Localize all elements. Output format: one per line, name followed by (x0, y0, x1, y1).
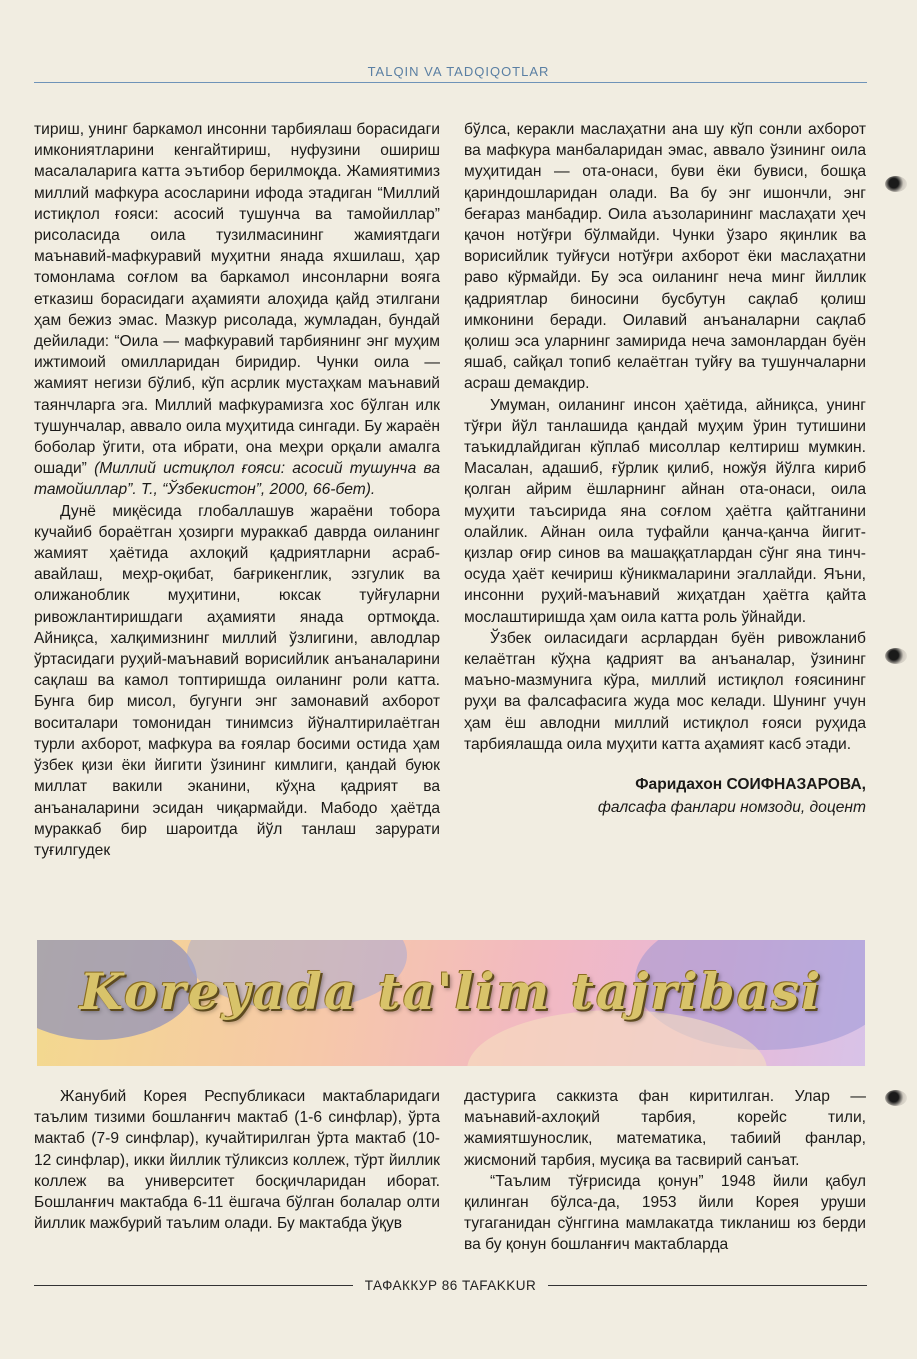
article1-column-right (464, 119, 866, 819)
banner-title: Koreyada ta'lim tajribasi (79, 962, 823, 1021)
paragraph: Жанубий Корея Республикаси мактабларидаги таълим тизими бошланғич мактаб (1-6 синфлар), ўрта мактаб (7-9 синфлар), кучайтирилган ўрта мактаб (10-12 синфлар), икки йиллик тўликсиз коллеж, тўрт йиллик коллеж ва университет босқичларидан иборат. Бошланғич мактабда 6-11 ёшгача бўлган болалар олти йиллик мажбурий таълим олади. Бу мактабда ўқув (34, 1088, 440, 1233)
paragraph: Дунё миқёсида глобаллашув жараёни тобора кучайиб бораётган ҳозирги мураккаб даврда оиланинг жамият ҳаётида ахлоқий қадриятларни асраб-авайлаш, меҳр-оқибат, бағрикенглик, эзгулик ва олижаноблик муҳитини, юксак туйғуларни ривожлантиришдаги аҳамияти янада ортмоқда. Айниқса, халқимизнинг миллий ўзлигини, авлодлар ўртасидаги руҳий-маънавий ворисийлик анъаналарини сақлаш ва камол топтиришда оиланинг роли катта. Бунга бир мисол, бугунги энг замонавий ахборот воситалари томонидан тинимсиз йўналтирилаётган турли ахборот, мафкура ва ғоялар босими остида ҳам ўзбек қизи ёки йигити ўзининг кимлиги, қандай буюк миллат вакили эканини, кўҳна қадрият ва анъаналарини эсидан чиқармайди. Мабодо ҳаётда мураккаб бир шароитда йўл танлаш зарурати туғилгудек (34, 502, 440, 859)
paragraph-text: тириш, унинг баркамол инсонни тарбиялаш борасидаги имкониятларини кенгайтириш, нуфузини ошириш масалаларига катта эътибор берилмоқда. Жамиятимиз миллий мафкура асосларини ифода этадиган “Миллий истиқлол ғояси: асосий тушунча ва тамойиллар” рисоласида оила тузилмасининг жамиятдаги маънавий-мафкуравий муҳитни янада яхшилаш, ҳар томонлама соғлом ва баркамол инсонларни вояга етказиш борасидаги аҳамияти алоҳида қайд этилгани ҳам бежиз эмас. Мазкур рисолада, жумладан, бундай дейилади: “Оила — мафкуравий тарбиянинг энг муҳим ижтимоий омилларидан биридир. Чунки оила — жамият негизи бўлиб, кўп асрлик мустаҳкам маънавий таянчларга эга. Миллий мафкурамизга хос бўлган илк тушунчалар, аввало оила муҳитида сингади. Бу жараён боболар ўгити, ота ибрати, она меҳри орқали амалга ошади” (34, 121, 440, 478)
page-footer (34, 1276, 867, 1294)
running-header: TALQIN VA TADQIQOTLAR (367, 64, 550, 79)
binder-hole-icon (885, 176, 907, 192)
paragraph: Ўзбек оиласидаги асрлардан буён ривожланиб келаётган кўҳна қадрият ва анъаналар, ўзининг маъно-мазмунига кўра, миллий истиқлол ғоясининг руҳи ва фалсафасига жуда мос келади. Шунинг учун ҳам ёш авлодни миллий истиқлол ғояси руҳида тарбиялашда оила муҳити катта аҳамият касб этади. (464, 629, 866, 753)
author-signature (464, 774, 866, 818)
paragraph: Умуман, оиланинг инсон ҳаётида, айниқса, унинг тўғри йўл танлашида қандай муҳим ўрин тутишини таъкидлайдиган кўплаб мисоллар келтириш мумкин. Масалан, адашиб, ғўрлик қилиб, ножўя йўлга кириб қолган айрим ёшларнинг айнан ота-онаси, оила муҳити таъсирида яна соғлом ҳаётга қайтганини олайлик. Айнан оила туфайли қанча-қанча йигит-қизлар оғир синов ва машаққатлардан сўнг яна тинч-осуда ҳаёт кечириш кўникмаларини эгаллайди. Яъни, инсонни руҳий-маънавий жиҳатдан ҳаётга қайта мослаштиришда ҳам оила катта роль ўйнайди. (464, 396, 866, 626)
paragraph (34, 119, 440, 501)
binder-hole-icon (885, 648, 907, 664)
header-rule (34, 82, 867, 83)
footer-rule-left (34, 1285, 353, 1286)
article2-column-right (464, 1086, 866, 1256)
section-banner (37, 940, 865, 1066)
article2-column-left (34, 1086, 440, 1234)
binder-hole-icon (885, 1090, 907, 1106)
footer-label: ТАФАККУР 86 TAFAKKUR (364, 1277, 537, 1293)
author-title: фалсафа фанлари номзоди, доцент (597, 799, 866, 817)
article1-column-left (34, 119, 440, 861)
paragraph: бўлса, керакли маслаҳатни ана шу кўп сонли ахборот ва мафкура манбаларидан эмас, аввало ўзининг оила муҳитидан — ота-онаси, буви ёки бувиси, бошқа қариндошларидан олади. Ва бу энг ишончли, энг беғараз манбадир. Оила аъзоларининг маслаҳати ҳеч қачон нотўғри бўлмайди. Чунки ўзаро яқинлик ва ворисийлик туйғуси нотўғри ахборот ёки маслаҳатни раво кўрмайди. Бу эса оиланинг неча минг йиллик қадриятлар биносини бусбутун сақлаб қолиш имконини беради. Оилавий анъаналарни сақлаб қолиш эса уларнинг замирида неча замонлардан буён яшаб, сайқал топиб келаётган туйғу ва тушунчаларни асраш демакдир. (464, 121, 866, 393)
citation: (Миллий истиқлол ғояси: асосий тушунча ва тамойиллар”. Т., “Ўзбекистон”, 2000, 66-бет). (34, 460, 440, 499)
paragraph: дастурига саккизта фан киритилган. Улар — маънавий-ахлоқий тарбия, корейс тили, жамиятшунослик, математика, табиий фанлар, жисмоний тарбия, мусиқа ва тасвирий санъат. (464, 1088, 866, 1169)
author-given-name: Фаридахон (635, 776, 723, 794)
author-surname: СОИФНАЗАРОВА (726, 776, 862, 794)
author-suffix: , (861, 776, 866, 794)
footer-rule-right (548, 1285, 867, 1286)
paragraph: “Таълим тўғрисида қонун” 1948 йили қабул қилинган бўлса-да, 1953 йили Корея уруши тугаганидан сўнггина мамлакатда тикланиш юз берди ва бу қонун бошланғич мактабларда (464, 1172, 866, 1254)
